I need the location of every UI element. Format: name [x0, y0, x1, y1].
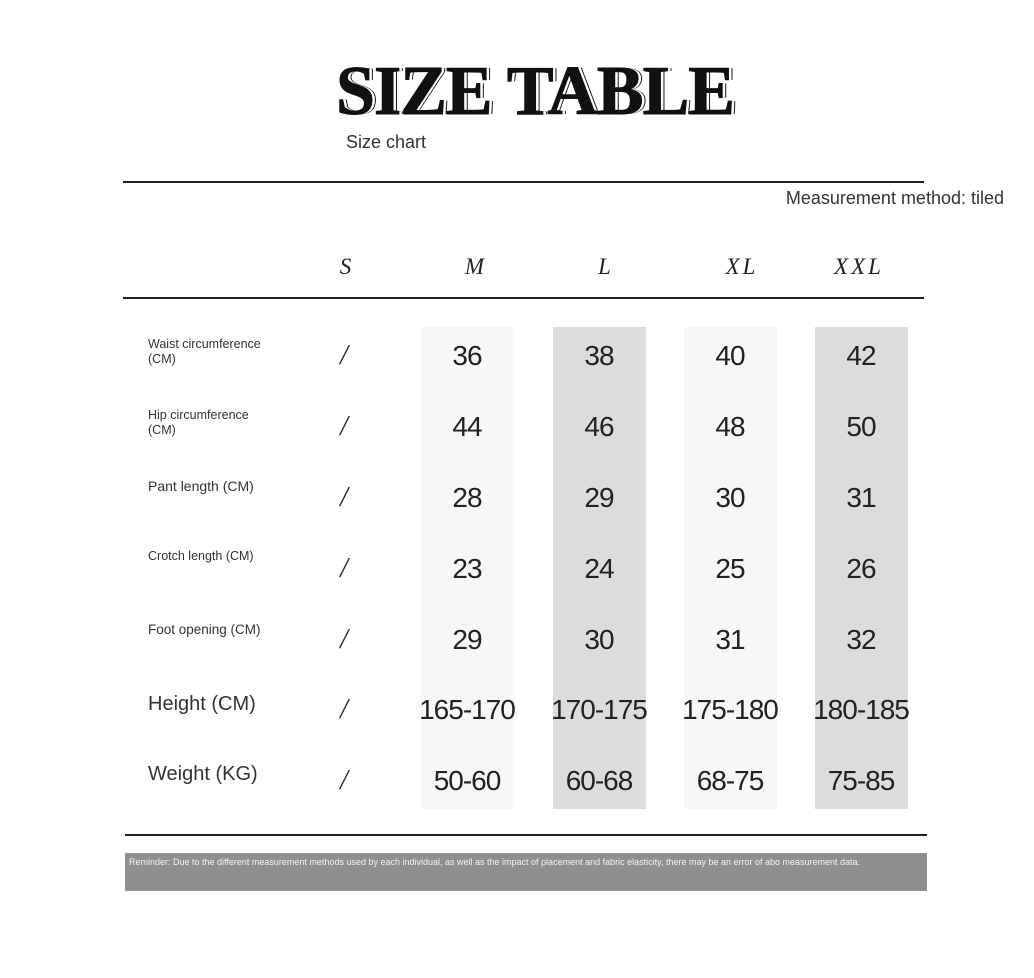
table-cell: /: [340, 624, 348, 655]
table-cell: 26: [846, 553, 876, 584]
size-header-xl: XL: [725, 254, 759, 279]
row-label-height: Height (CM): [148, 693, 256, 715]
table-cell: 180-185: [813, 694, 909, 725]
bottom-divider: [125, 834, 927, 836]
top-divider: [123, 181, 924, 183]
table-cell: 29: [452, 624, 482, 655]
size-header-l: L: [598, 254, 614, 279]
table-cell: 24: [584, 553, 614, 584]
table-cell: 48: [715, 411, 745, 442]
table-cell: 175-180: [682, 694, 778, 725]
table-cell: 60-68: [565, 765, 633, 796]
table-cell: 32: [846, 624, 876, 655]
table-cell: 30: [715, 482, 745, 513]
table-cell: 165-170: [419, 694, 515, 725]
table-cell: 68-75: [696, 765, 764, 796]
table-cell: /: [340, 340, 348, 371]
size-header-m: M: [464, 254, 488, 279]
page-title: SIZE TABLE: [336, 53, 734, 130]
table-cell: 44: [452, 411, 482, 442]
size-header-s: S: [339, 254, 355, 279]
size-header-xxl: XXL: [834, 254, 884, 279]
table-cell: 42: [846, 340, 876, 371]
table-cell: /: [340, 765, 348, 796]
table-cell: 38: [584, 340, 614, 371]
table-cell: 75-85: [827, 765, 895, 796]
table-cell: /: [340, 411, 348, 442]
row-label-hip: Hip circumference (CM): [148, 408, 249, 437]
table-cell: 170-175: [551, 694, 647, 725]
table-cell: 50-60: [433, 765, 501, 796]
table-cell: /: [340, 482, 348, 513]
table-cell: 36: [452, 340, 482, 371]
row-label-crotch-length: Crotch length (CM): [148, 549, 254, 563]
table-cell: 25: [715, 553, 745, 584]
row-label-foot-opening: Foot opening (CM): [148, 622, 261, 637]
table-cell: /: [340, 694, 348, 725]
table-cell: 50: [846, 411, 876, 442]
row-label-pant-length: Pant length (CM): [148, 478, 254, 494]
row-label-weight: Weight (KG): [148, 763, 258, 785]
table-cell: /: [340, 553, 348, 584]
table-cell: 23: [452, 553, 482, 584]
page-subtitle: Size chart: [346, 132, 427, 152]
table-cell: 31: [715, 624, 745, 655]
measurement-method: Measurement method: tiled: [785, 188, 1004, 208]
header-divider: [123, 297, 924, 299]
table-cell: 46: [584, 411, 614, 442]
table-cell: 28: [452, 482, 482, 513]
table-cell: 40: [715, 340, 745, 371]
table-cell: 29: [584, 482, 614, 513]
row-label-waist: Waist circumference (CM): [148, 337, 261, 366]
table-cell: 31: [846, 482, 876, 513]
reminder-note: Reminder: Due to the different measurement methods used by each individual, as well as the impact of placement and fabric elasticity, there may be an error of abo measurement data.: [125, 853, 927, 891]
table-cell: 30: [584, 624, 614, 655]
